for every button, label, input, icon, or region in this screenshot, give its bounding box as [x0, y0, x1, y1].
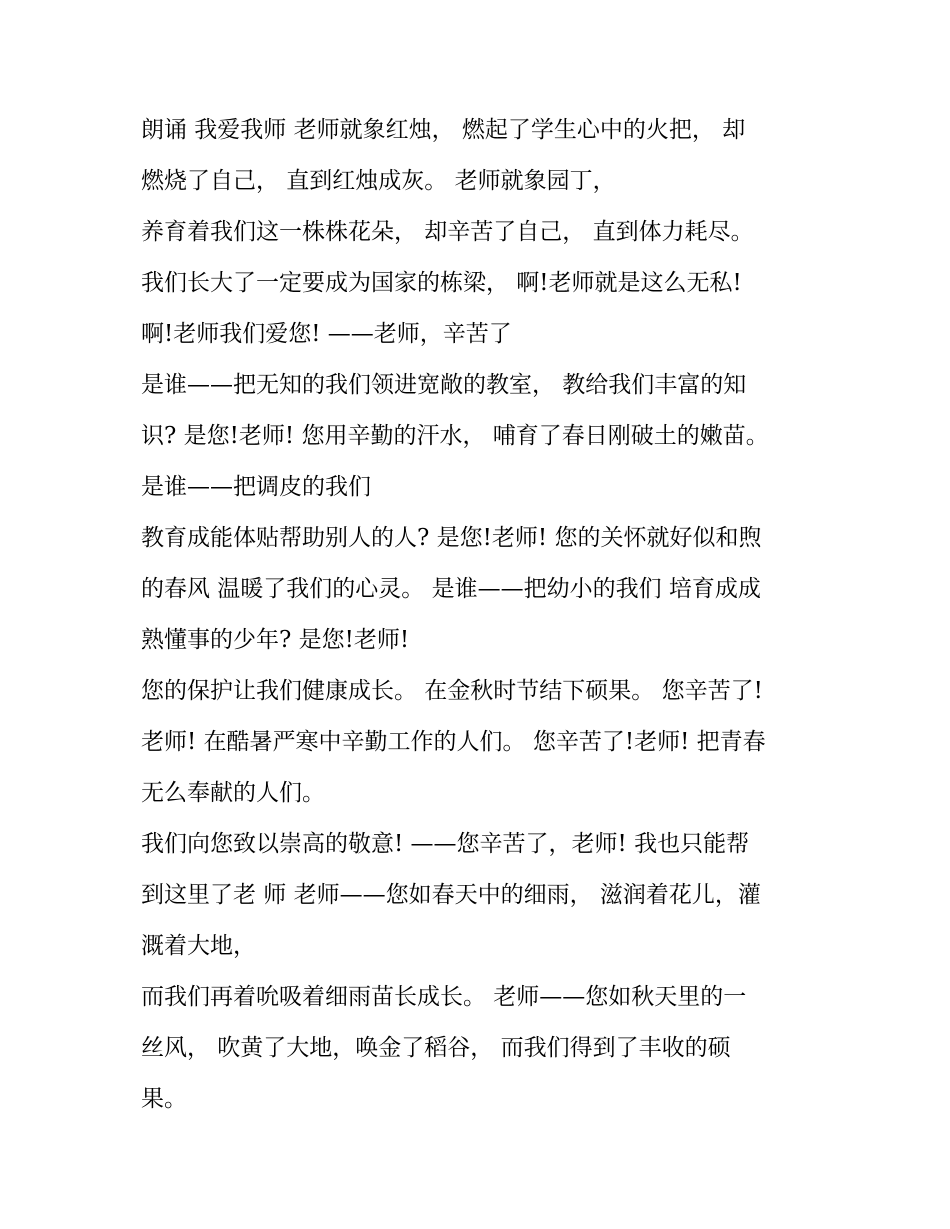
text-line: 朗诵 我爱我师 老师就象红烛， 燃起了学生心中的火把， 却: [141, 117, 746, 143]
text-line: 的春风 温暖了我们的心灵。 是谁——把幼小的我们 培育成成: [141, 576, 761, 602]
text-line: 果。: [141, 1086, 187, 1112]
text-line: 教育成能体贴帮助别人的人? 是您!老师! 您的关怀就好似和煦: [141, 525, 762, 551]
text-line: 是谁——把调皮的我们: [141, 474, 371, 500]
text-line: 啊!老师我们爱您! ——老师，辛苦了: [141, 321, 512, 347]
text-line: 养育着我们这一株株花朵， 却辛苦了自己， 直到体力耗尽。: [141, 219, 754, 245]
text-line: 到这里了老 师 老师——您如春天中的细雨， 滋润着花儿，灌: [141, 882, 761, 908]
text-line: 丝风， 吹黄了大地，唤金了稻谷， 而我们得到了丰收的硕: [141, 1035, 731, 1061]
text-line: 无么奉献的人们。: [141, 780, 325, 806]
text-line: 老师! 在酷暑严寒中辛勤工作的人们。 您辛苦了!老师! 把青春: [141, 729, 766, 755]
text-line: 溉着大地，: [141, 933, 256, 959]
text-line: 识? 是您!老师! 您用辛勤的汗水， 哺育了春日刚破土的嫩苗。: [141, 423, 769, 449]
text-line: 您的保护让我们健康成长。 在金秋时节结下硕果。 您辛苦了!: [141, 678, 763, 704]
text-line: 是谁——把无知的我们领进宽敞的教室， 教给我们丰富的知: [141, 372, 747, 398]
text-line: 而我们再着吮吸着细雨苗长成长。 老师——您如秋天里的一: [141, 984, 747, 1010]
document-text: [141, 108, 821, 1128]
text-line: 熟懂事的少年? 是您!老师!: [141, 627, 410, 653]
text-line: 我们长大了一定要成为国家的栋梁， 啊!老师就是这么无私!: [141, 270, 742, 296]
text-line: 燃烧了自己， 直到红烛成灰。 老师就象园丁，: [141, 168, 616, 194]
text-line: 我们向您致以崇高的敬意! ——您辛苦了，老师! 我也只能帮: [141, 831, 750, 857]
